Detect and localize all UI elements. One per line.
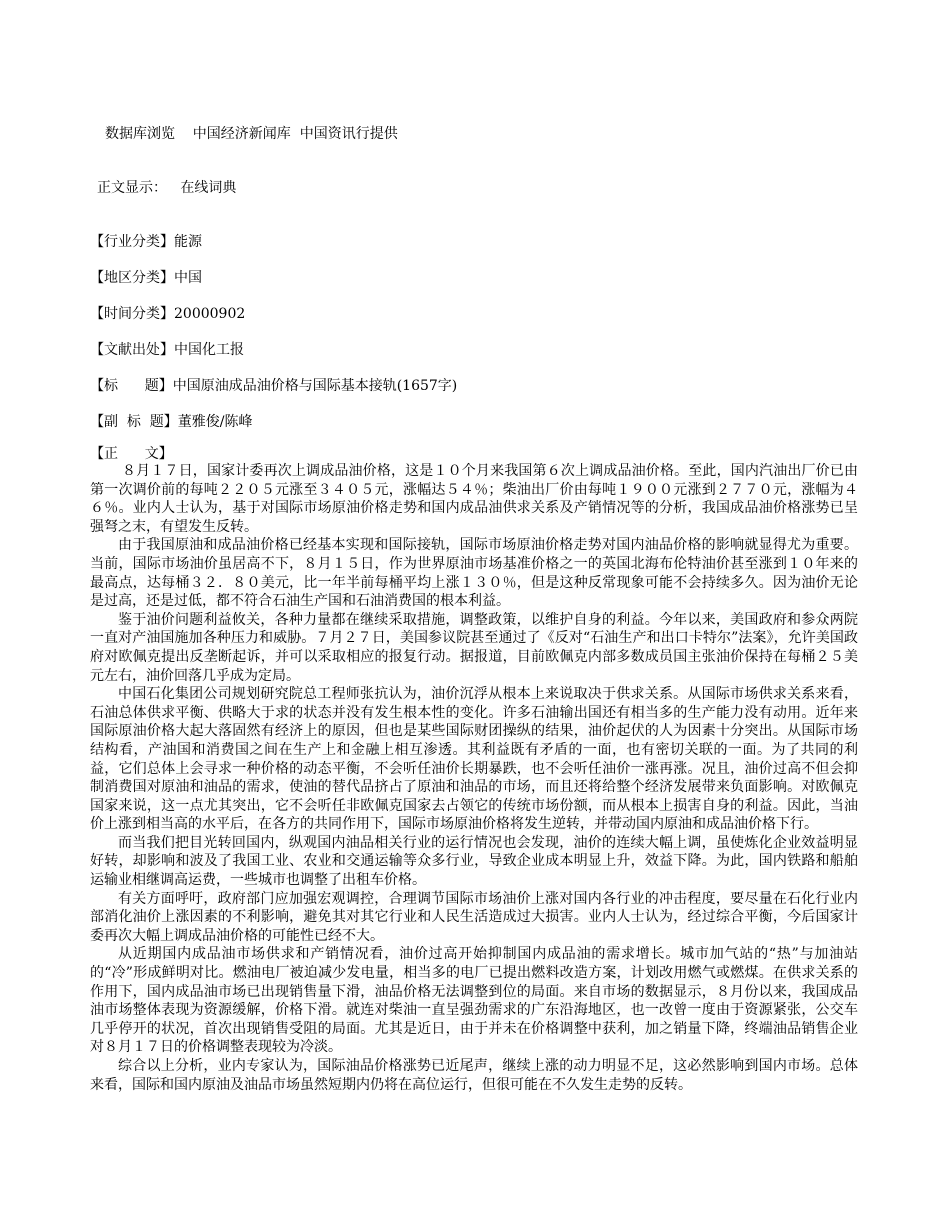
paragraph: 而当我们把目光转回国内，纵观国内油品相关行业的运行情况也会发现，油价的连续大幅上调，虽使炼化企业效益明显好转，却影响和波及了我国工业、农业和交通运输等众多行业，导致企业成本明显上升，效益下降。为此，国内铁路和船舶运输业相继调高运费，一些城市也调整了出租车价格。 [90,834,858,889]
paragraph: ８月１７日，国家计委再次上调成品油价格，这是１０个月来我国第６次上调成品油价格。至此，国内汽油出厂价已由第一次调价前的每吨２２０５元涨至３４０５元，涨幅达５４％；柴油出厂价由每吨１９００元涨到２７７０元，涨幅为４６％。业内人士认为，基于对国际市场原油价格走势和国内成品油供求关系及产销情况等的分析，我国成品油价格涨势已呈强弩之末，有望发生反转。 [90,463,858,535]
paragraph: 鉴于油价问题利益攸关，各种力量都在继续采取措施，调整政策，以维护自身的利益。今年以来，美国政府和参众两院一直对产油国施加各种压力和威胁。７月２７日，美国参议院甚至通过了《反对“石油生产和出口卡特尔”法案》，允许美国政府对欧佩克提出反垄断起诉，并可以采取相应的报复行动。据报道，目前欧佩克内部多数成员国主张油价保持在每桶２５美元左右，油价回落几乎成为定局。 [90,611,858,684]
paragraph: 综合以上分析，业内专家认为，国际油品价格涨势已近尾声，继续上涨的动力明显不足，这必然影响到国内市场。总体来看，国际和国内原油及油品市场虽然短期内仍将在高位运行，但很可能在不久发生走势的反转。 [90,1058,858,1093]
paragraph: 从近期国内成品油市场供求和产销情况看，油价过高开始抑制国内成品油的需求增长。城市加气站的“热”与加油站的“冷”形成鲜明对比。燃油电厂被迫减少发电量，相当多的电厂已提出燃料改造方案，计划改用燃气或燃煤。在供求关系的作用下，国内成品油市场已出现销售量下滑，油品价格无法调整到位的局面。来自市场的数据显示，８月份以来，我国成品油市场整体表现为资源缓解，价格下滑。就连对柴油一直呈强劲需求的广东沿海地区，也一改曾一度由于资源紧张，公交车几乎停开的状况，首次出现销售受阻的局面。尤其是近日，由于并未在价格调整中获利，加之销量下降，终端油品销售企业对８月１７日的价格调整表现较为冷淡。 [90,946,858,1056]
industry-category: 【行业分类】能源 [90,234,202,250]
document-source: 【文献出处】中国化工报 [90,342,244,358]
text-display-line: 正文显示： 在线词典 [97,180,237,196]
article-subtitle: 【副 标 题】董雅俊/陈峰 [90,414,253,430]
region-category: 【地区分类】中国 [90,270,202,286]
time-category: 【时间分类】20000902 [90,306,246,322]
paragraph: 中国石化集团公司规划研究院总工程师张抗认为，油价沉浮从根本上来说取决于供求关系。从国际市场供求关系来看，石油总体供求平衡、供略大于求的状态并没有发生根本性的变化。许多石油输出国还有相当多的生产能力没有动用。近年来国际原油价格大起大落固然有经济上的原因，但也是某些国际财团操纵的结果，油价起伏的人为因素十分突出。从国际市场结构看，产油国和消费国之间在生产上和金融上相互渗透。其利益既有矛盾的一面，也有密切关联的一面。为了共同的利益，它们总体上会寻求一种价格的动态平衡，不会听任油价长期暴跌，也不会听任油价一涨再涨。况且，油价过高不但会抑制消费国对原油和油品的需求，使油的替代品挤占了原油和油品的市场，而且还将给整个经济发展带来负面影响。对欧佩克国家来说，这一点尤其突出，它不会听任非欧佩克国家去占领它的传统市场份额，而从根本上损害自身的利益。因此，当油价上涨到相当高的水平后，在各方的共同作用下，国际市场原油价格将发生逆转，并带动国内原油和成品油价格下行。 [90,686,858,833]
body-label: 【正 文】 [90,446,173,462]
database-header: 数据库浏览 中国经济新闻库 中国资讯行提供 [105,126,398,142]
article-body [90,462,858,1094]
article-title: 【标 题】中国原油成品油价格与国际基本接轨(1657字) [90,378,458,394]
paragraph: 由于我国原油和成品油价格已经基本实现和国际接轨，国际市场原油价格走势对国内油品价格的影响就显得尤为重要。当前，国际市场油价虽居高不下，８月１５日，作为世界原油市场基准价格之一的英国北海布伦特油价甚至涨到１０年来的最高点，达每桶３２．８０美元，比一年半前每桶平均上涨１３０％，但是这种反常现象可能不会持续多久。因为油价无论是过高，还是过低，都不符合石油生产国和石油消费国的根本利益。 [90,537,858,610]
paragraph: 有关方面呼吁，政府部门应加强宏观调控，合理调节国际市场油价上涨对国内各行业的冲击程度，要尽量在石化行业内部消化油价上涨因素的不利影响，避免其对其它行业和人民生活造成过大损害。业内人士认为，经过综合平衡，今后国家计委再次大幅上调成品油价格的可能性已经不大。 [90,890,858,944]
